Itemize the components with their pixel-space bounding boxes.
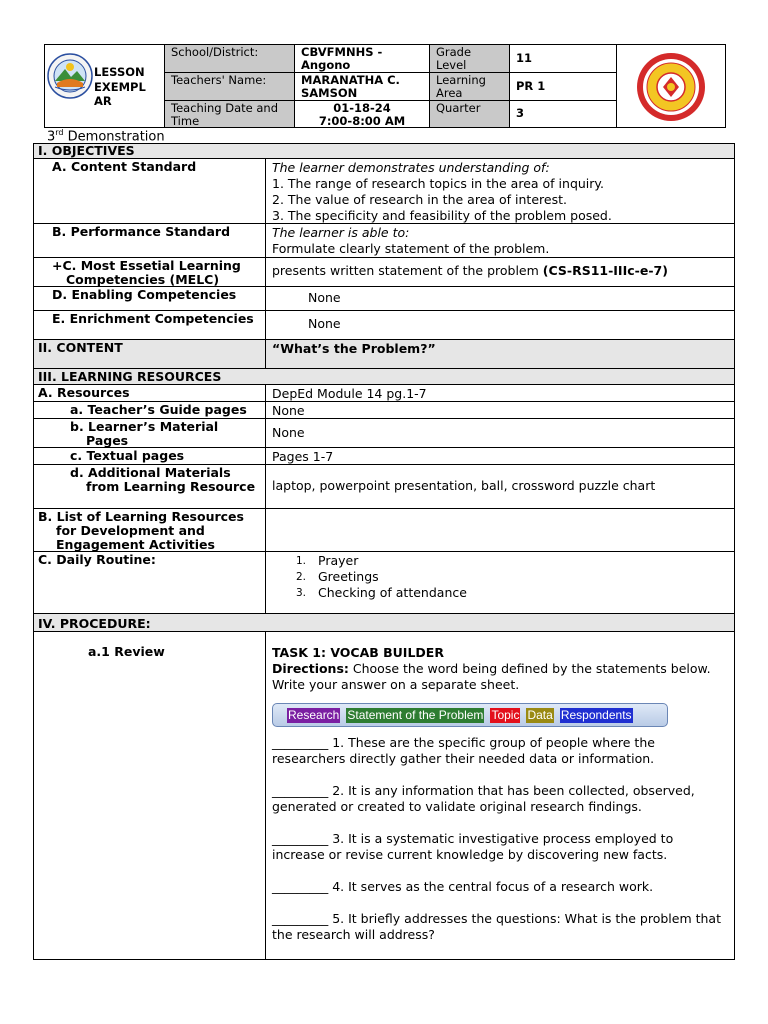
question-5: _________ 5. It briefly addresses the questions: What is the problem that the research will address? bbox=[272, 911, 721, 942]
list-resources-value bbox=[266, 509, 734, 551]
textual-pages-label: c. Textual pages bbox=[34, 448, 266, 464]
lesson-exemplar-title bbox=[94, 65, 146, 109]
question-4: _________ 4. It serves as the central focus of a research work. bbox=[272, 879, 654, 894]
additional-materials-label: d. Additional Materials from Learning Resource bbox=[34, 465, 266, 508]
resources-a-row bbox=[34, 385, 734, 402]
date-label: Teaching Date and Time bbox=[165, 101, 295, 127]
resources-heading: III. LEARNING RESOURCES bbox=[38, 369, 222, 384]
enrichment-value: None bbox=[308, 316, 341, 331]
header-table bbox=[44, 44, 726, 128]
school-logo-icon bbox=[47, 53, 93, 99]
area-value: PR 1 bbox=[510, 73, 617, 101]
melc-value bbox=[266, 258, 734, 286]
word-bank bbox=[272, 703, 668, 727]
date-time-value bbox=[295, 101, 430, 127]
area-label: Learning Area bbox=[430, 73, 510, 101]
learners-material-value: None bbox=[272, 425, 305, 440]
routine-item bbox=[296, 553, 728, 569]
grade-label: Grade Level bbox=[430, 45, 510, 73]
word-research: Research bbox=[288, 707, 340, 722]
directions-text: Choose the word being defined by the statements below. Write your answer on a separate sheet. bbox=[272, 661, 711, 692]
performance-standard-text: Formulate clearly statement of the problem. bbox=[272, 241, 550, 256]
procedure-heading-row bbox=[34, 614, 734, 632]
additional-materials-row bbox=[34, 465, 734, 509]
teacher-label: Teachers' Name: bbox=[165, 73, 295, 101]
learners-material-label: b. Learner’s Material Pages bbox=[34, 419, 266, 447]
melc-code: (CS-RS11-IIIc-e-7) bbox=[542, 263, 668, 278]
routine-item bbox=[296, 585, 728, 601]
word-respondents: Respondents bbox=[560, 707, 632, 722]
procedure-heading: IV. PROCEDURE: bbox=[38, 616, 151, 631]
demo-suffix: rd bbox=[55, 128, 64, 137]
routine-text: Prayer bbox=[318, 553, 359, 568]
review-row bbox=[34, 632, 734, 959]
content-standard-item-1: 1. The range of research topics in the area of inquiry. bbox=[272, 176, 605, 191]
routine-text: Greetings bbox=[318, 569, 379, 584]
question-1: _________ 1. These are the specific group of people where the researchers directly gather their needed data or information. bbox=[272, 735, 655, 766]
title-line-3: AR bbox=[94, 94, 112, 108]
list-resources-label: B. List of Learning Resources for Development and Engagement Activities bbox=[34, 509, 266, 551]
word-data: Data bbox=[527, 707, 553, 722]
objectives-heading: I. OBJECTIVES bbox=[38, 143, 135, 158]
resources-a-value: DepEd Module 14 pg.1-7 bbox=[272, 386, 427, 401]
enabling-row bbox=[34, 287, 734, 311]
enrichment-row bbox=[34, 311, 734, 340]
objectives-heading-row bbox=[34, 144, 734, 159]
content-standard-intro: The learner demonstrates understanding of: bbox=[272, 160, 550, 175]
performance-standard-value bbox=[266, 224, 734, 257]
task-title: TASK 1: VOCAB BUILDER bbox=[272, 645, 444, 660]
header-info-grid bbox=[165, 45, 617, 127]
teachers-guide-label: a. Teacher’s Guide pages bbox=[34, 402, 266, 418]
content-standard-item-3: 3. The specificity and feasibility of the problem posed. bbox=[272, 208, 612, 223]
teacher-value: MARANATHA C. SAMSON bbox=[295, 73, 430, 101]
content-standard-value bbox=[266, 159, 734, 223]
list-resources-row bbox=[34, 509, 734, 552]
melc-label: +C. Most Essetial Learning Competencies (MELC) bbox=[34, 258, 266, 286]
question-3: _________ 3. It is a systematic investigative process employed to increase or revise current knowledge by discovering new facts. bbox=[272, 831, 674, 862]
routine-text: Checking of attendance bbox=[318, 585, 467, 600]
word-topic: Topic bbox=[491, 707, 520, 722]
content-row bbox=[34, 340, 734, 369]
routine-number: 1. bbox=[296, 555, 307, 567]
demo-text: Demonstration bbox=[63, 129, 165, 145]
content-standard-label: A. Content Standard bbox=[34, 159, 266, 223]
teachers-guide-value: None bbox=[272, 403, 305, 418]
enabling-value: None bbox=[308, 290, 341, 305]
title-line-1: LESSON bbox=[94, 65, 145, 79]
textual-pages-value: Pages 1-7 bbox=[272, 449, 334, 464]
daily-routine-label: C. Daily Routine: bbox=[34, 552, 266, 613]
school-value: CBVFMNHS - Angono bbox=[295, 45, 430, 73]
performance-standard-row bbox=[34, 224, 734, 258]
performance-standard-label: B. Performance Standard bbox=[34, 224, 266, 257]
routine-number: 2. bbox=[296, 571, 307, 583]
school-seal-icon bbox=[635, 51, 707, 123]
grade-value: 11 bbox=[510, 45, 617, 73]
routine-item bbox=[296, 569, 728, 585]
quarter-label: Quarter bbox=[430, 101, 510, 127]
header-seal-cell bbox=[617, 45, 725, 127]
textual-pages-row bbox=[34, 448, 734, 465]
additional-materials-value: laptop, powerpoint presentation, ball, crossword puzzle chart bbox=[272, 478, 656, 493]
daily-routine-list bbox=[272, 553, 728, 601]
header-logo-cell bbox=[45, 45, 165, 127]
lesson-table bbox=[33, 143, 735, 960]
review-label: a.1 Review bbox=[34, 632, 266, 959]
word-statement-of-the-problem: Statement of the Problem bbox=[347, 707, 484, 722]
resources-a-label: A. Resources bbox=[34, 385, 266, 401]
time-value: 7:00-8:00 AM bbox=[318, 114, 406, 127]
content-heading: II. CONTENT bbox=[34, 340, 266, 368]
daily-routine-row bbox=[34, 552, 734, 614]
enrichment-label: E. Enrichment Competencies bbox=[34, 311, 266, 339]
directions-label: Directions: bbox=[272, 661, 349, 676]
resources-heading-row bbox=[34, 369, 734, 385]
content-standard-row bbox=[34, 159, 734, 224]
melc-text: presents written statement of the problem bbox=[272, 263, 543, 278]
demo-number: 3 bbox=[47, 129, 56, 145]
teachers-guide-row bbox=[34, 402, 734, 419]
content-title: “What’s the Problem?” bbox=[272, 341, 436, 356]
title-line-2: EXEMPL bbox=[94, 79, 146, 94]
demonstration-label bbox=[47, 128, 165, 144]
question-2: _________ 2. It is any information that has been collected, observed, generated or created to validate original research findings. bbox=[272, 783, 695, 814]
quarter-value: 3 bbox=[510, 101, 617, 127]
melc-row bbox=[34, 258, 734, 287]
learners-material-row bbox=[34, 419, 734, 448]
content-standard-item-2: 2. The value of research in the area of interest. bbox=[272, 192, 567, 207]
school-label: School/District: bbox=[165, 45, 295, 73]
routine-number: 3. bbox=[296, 587, 307, 599]
review-content bbox=[266, 632, 734, 959]
date-value: 01-18-24 bbox=[333, 101, 391, 115]
daily-routine-value bbox=[266, 552, 734, 613]
enabling-label: D. Enabling Competencies bbox=[34, 287, 266, 310]
performance-standard-intro: The learner is able to: bbox=[272, 225, 410, 240]
directions bbox=[272, 661, 728, 693]
